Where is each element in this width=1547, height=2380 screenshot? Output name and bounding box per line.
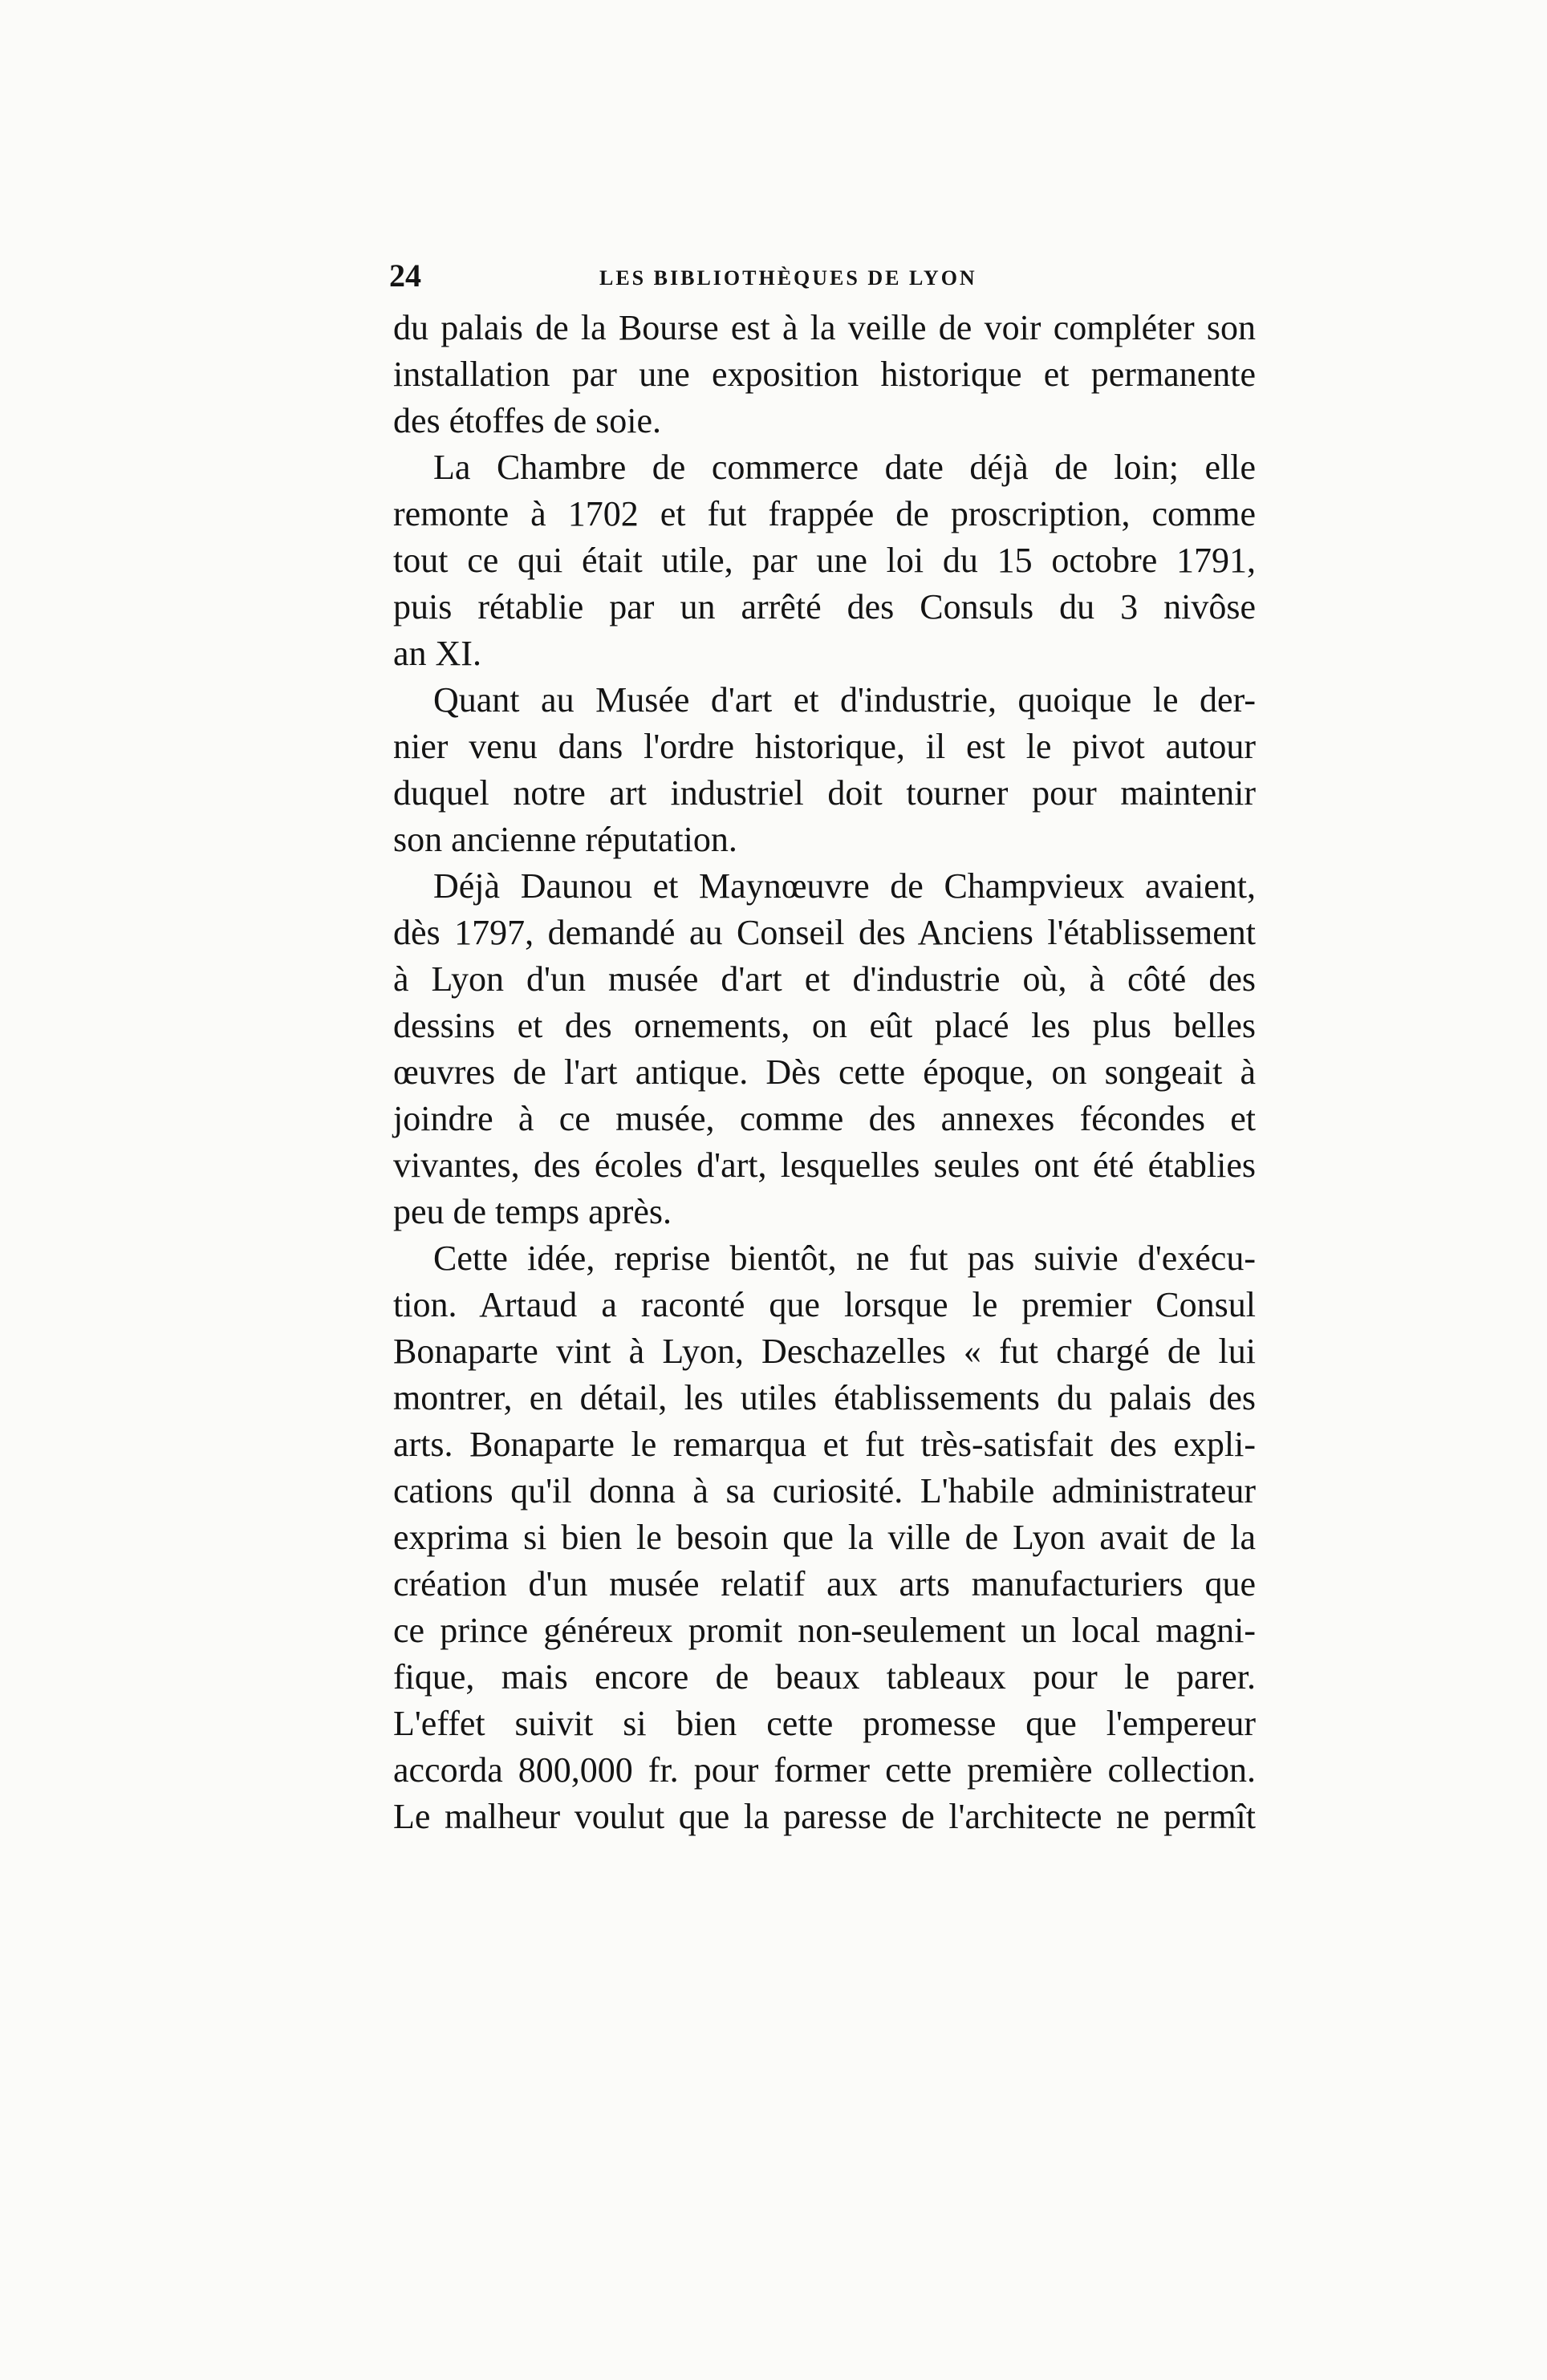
text-line: création d'un musée relatif aux arts manufacturiers que: [393, 1564, 1256, 1604]
text-line: dessins et des ornements, on eût placé les plus belles: [393, 1006, 1256, 1045]
text-line: son ancienne réputation.: [393, 820, 737, 859]
text-line: du palais de la Bourse est à la veille de voir compléter son: [393, 308, 1256, 347]
body-text: [393, 305, 1256, 1840]
text-line: Bonaparte vint à Lyon, Deschazelles « fut chargé de lui: [393, 1332, 1256, 1371]
text-line: fique, mais encore de beaux tableaux pour le parer.: [393, 1657, 1256, 1697]
text-line: Déjà Daunou et Maynœuvre de Champvieux avaient,: [433, 866, 1256, 906]
text-line: Le malheur voulut que la paresse de l'architecte ne permît: [393, 1797, 1256, 1836]
text-line: Quant au Musée d'art et d'industrie, quoique le der-: [433, 680, 1256, 720]
text-line: remonte à 1702 et fut frappée de proscription, comme: [393, 494, 1256, 533]
text-line: dès 1797, demandé au Conseil des Anciens l'établissement: [393, 913, 1256, 952]
text-line: accorda 800,000 fr. pour former cette première collection.: [393, 1750, 1256, 1790]
page-number: 24: [389, 257, 421, 294]
text-line: puis rétablie par un arrêté des Consuls du 3 nivôse: [393, 587, 1256, 626]
text-line: cations qu'il donna à sa curiosité. L'habile administrateur: [393, 1471, 1256, 1510]
text-line: an XI.: [393, 634, 481, 673]
text-line: installation par une exposition historique et permanente: [393, 355, 1256, 394]
text-line: à Lyon d'un musée d'art et d'industrie où, à côté des: [393, 959, 1256, 999]
text-line: peu de temps après.: [393, 1192, 672, 1231]
text-line: ce prince généreux promit non-seulement un local magni-: [393, 1611, 1256, 1650]
text-line: des étoffes de soie.: [393, 401, 661, 440]
running-head: [389, 257, 1256, 297]
text-line: duquel notre art industriel doit tourner pour maintenir: [393, 773, 1256, 813]
text-line: joindre à ce musée, comme des annexes fécondes et: [393, 1099, 1256, 1138]
text-line: La Chambre de commerce date déjà de loin; elle: [433, 448, 1256, 487]
text-line: vivantes, des écoles d'art, lesquelles seules ont été établies: [393, 1145, 1256, 1185]
text-line: œuvres de l'art antique. Dès cette époque, on songeait à: [393, 1052, 1256, 1092]
text-line: arts. Bonaparte le remarqua et fut très-satisfait des expli-: [393, 1425, 1256, 1464]
text-line: montrer, en détail, les utiles établissements du palais des: [393, 1378, 1256, 1417]
text-line: Cette idée, reprise bientôt, ne fut pas suivie d'exécu-: [433, 1239, 1256, 1278]
text-line: exprima si bien le besoin que la ville de Lyon avait de la: [393, 1518, 1256, 1557]
running-title: LES BIBLIOTHÈQUES DE LYON: [599, 266, 977, 290]
text-line: L'effet suivit si bien cette promesse que l'empereur: [393, 1704, 1256, 1743]
text-line: nier venu dans l'ordre historique, il est le pivot autour: [393, 727, 1256, 766]
text-line: tout ce qui était utile, par une loi du 15 octobre 1791,: [393, 541, 1256, 580]
text-line: tion. Artaud a raconté que lorsque le premier Consul: [393, 1285, 1256, 1324]
